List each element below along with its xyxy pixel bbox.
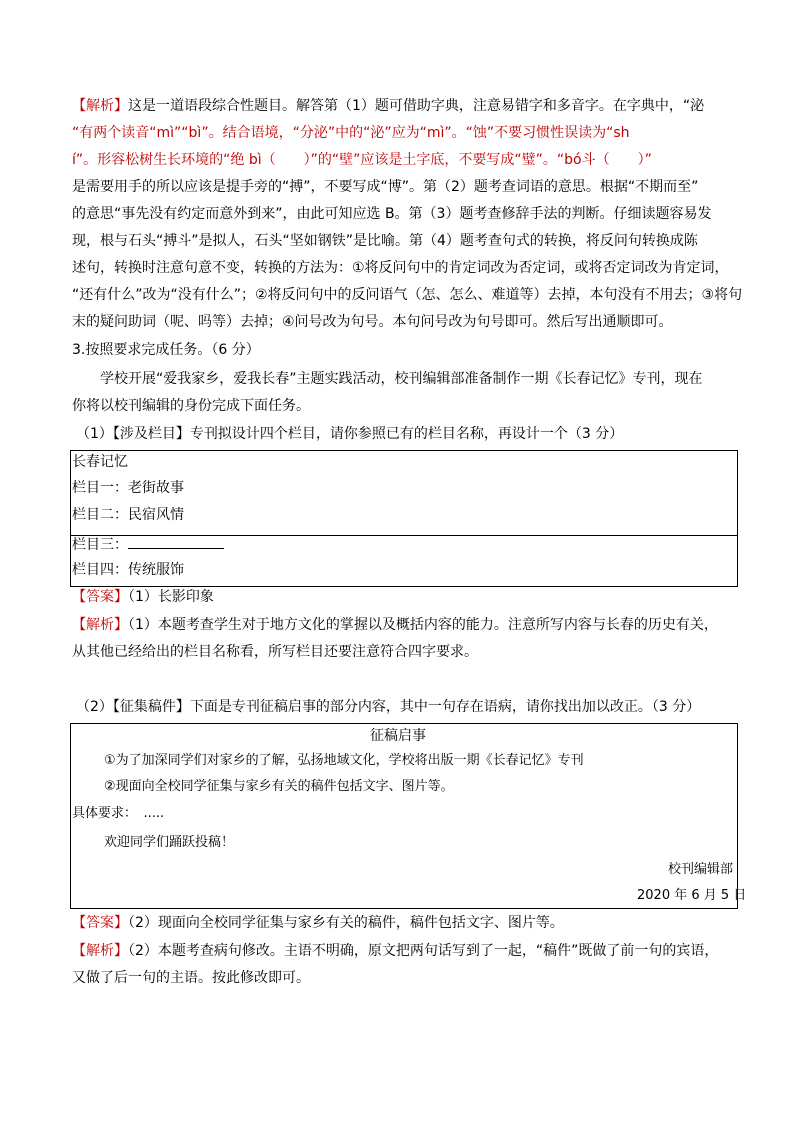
box1-column-4: 栏目四：传统服饰	[72, 562, 184, 578]
box1-title: 长春记忆	[72, 454, 128, 470]
analysis-line-7: 述句，转换时注意句意不变，转换的方法为：①将反问句中的肯定词改为否定词，或将否定词改为肯定词，	[72, 260, 729, 276]
analysis-line-8: “还有什么”改为“没有什么”；②将反问句中的反问语气（怎、怎么、难道等）去掉，本句没有不用去；③将句	[72, 287, 743, 303]
box2-line-1: ①为了加深同学们对家乡的了解，弘扬地域文化，学校将出版一期《长春记忆》专刊	[104, 753, 584, 768]
analysis-line-4: 是需要用手的所以应该是提手旁的“搏”，不要写成“博”。第（2）题考查词语的意思。根据“不期而至”	[72, 179, 699, 195]
analysis-line-2: “有两个读音“mì”“bì”。结合语境，“分泌”中的“泌”应为“mì”。“蚀”不要习惯性误读为“sh	[72, 125, 630, 141]
box1-column-1: 栏目一：老街故事	[72, 480, 184, 496]
analysis-2-text: （1）本题考查学生对于地方文化的掌握以及概括内容的能力。注意所写内容与长春的历史有关，	[128, 617, 718, 633]
analysis-text: 这是一道语段综合性题目。解答第（1）题可借助字典，注意易错字和多音字。在字典中，“泌	[128, 98, 705, 114]
box2-title: 征稿启事	[370, 728, 426, 744]
question-3-sub-1: （1）【涉及栏目】专刊拟设计四个栏目，请你参照已有的栏目名称，再设计一个（3 分）	[76, 426, 624, 442]
box2-line-3: 具体要求： .....	[72, 806, 165, 821]
box2-line-2: ②现面向全校同学征集与家乡有关的稿件包括文字、图片等。	[104, 779, 454, 794]
question-3-intro-1: 学校开展“爱我家乡，爱我长春”主题实践活动，校刊编辑部准备制作一期《长春记忆》专刊，现在	[100, 371, 703, 387]
answer-1	[72, 587, 214, 607]
answer-2	[72, 913, 564, 933]
answer-tag: 【答案】	[72, 589, 128, 605]
analysis-tag: 【解析】	[72, 617, 128, 633]
analysis-3-line-1	[72, 941, 718, 961]
column-3-blank	[128, 534, 224, 549]
answer-2-text: （2）现面向全校同学征集与家乡有关的稿件，稿件包括文字、图片等。	[128, 915, 564, 931]
analysis-line-1	[72, 96, 704, 116]
box1-column-3-label: 栏目三：	[72, 537, 128, 553]
box2-date: 2020 年 6 月 5 日	[637, 888, 747, 903]
analysis-line-5: 的意思“事先没有约定而意外到来”，由此可知应选 B。第（3）题考查修辞手法的判断。仔细读题容易发	[72, 206, 712, 222]
analysis-2-line-2: 从其他已经给出的栏目名称看，所写栏目还要注意符合四字要求。	[72, 644, 478, 660]
box2-line-4: 欢迎同学们踊跃投稿！	[104, 835, 235, 850]
question-3-intro-2: 你将以校刊编辑的身份完成下面任务。	[72, 398, 310, 414]
analysis-tag: 【解析】	[72, 98, 128, 114]
analysis-line-3: í”。形容松树生长环境的“绝 bì（ ）”的“壁”应该是土字底，不要写成“璧”。“bó斗（ ）”	[72, 152, 652, 168]
question-3-sub-2: （2）【征集稿件】下面是专刊征稿启事的部分内容，其中一句存在语病，请你找出加以改正。（3 分）	[76, 699, 701, 715]
analysis-3-text: （2）本题考查病句修改。主语不明确，原文把两句话写到了一起，“稿件”既做了前一句的宾语，	[128, 943, 719, 959]
answer-tag: 【答案】	[72, 915, 128, 931]
answer-1-text: （1）长影印象	[128, 589, 214, 605]
analysis-3-line-2: 又做了后一句的主语。按此修改即可。	[72, 970, 310, 986]
box1-column-2: 栏目二：民宿风情	[72, 507, 184, 523]
analysis-line-6: 现，根与石头“搏斗”是拟人，石头“坚如钢铁”是比喻。第（4）题考查句式的转换，将反问句转换成陈	[72, 233, 698, 249]
box1-column-3	[72, 534, 224, 555]
analysis-tag: 【解析】	[72, 943, 128, 959]
analysis-line-9: 末的疑问助词（呢、吗等）去掉；④问号改为句号。本句问号改为句号即可。然后写出通顺即可。	[72, 314, 673, 330]
question-3-title: 3.按照要求完成任务。（6 分）	[72, 342, 260, 358]
box2-signature: 校刊编辑部	[668, 862, 734, 877]
analysis-2-line-1	[72, 615, 718, 635]
